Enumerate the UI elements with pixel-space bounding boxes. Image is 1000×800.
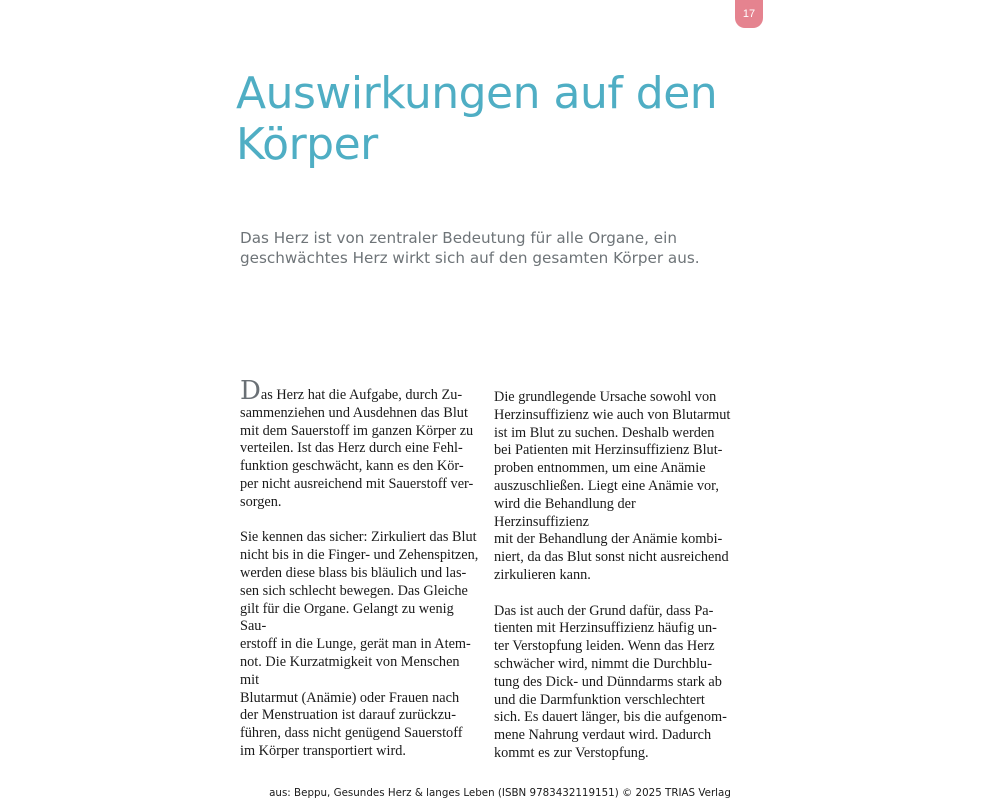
page-title: Auswirkungen auf den Körper bbox=[236, 68, 718, 170]
right-paragraph-2: Das ist auch der Grund dafür, dass Pa- tienten mit Herzinsuffizienz häufig un- ter Verstopfung leiden. Wenn das Herz schwächer wird, nimmt die Durchblu- tung des Dick- und Dünndarms stark ab und die Darmfunktion verschlechtert sich. Es dauert länger, bis die aufgenom- mene Nahrung verdaut wird. Dadurch kommt es zur Verstopfung. bbox=[494, 602, 727, 761]
right-text-column bbox=[494, 389, 734, 781]
drop-cap: D bbox=[240, 376, 261, 406]
right-paragraph-1: Die grundlegende Ursache sowohl von Herzinsuffizienz wie auch von Blutarmut ist im Blut zu suchen. Deshalb werden bei Patienten mit Herzinsuffizienz Blut- proben entnommen, um eine Anämie auszuschließen. Liegt eine Anämie vor, wird die Behandlung der Herzinsuffizienz mit der Behandlung der Anämie kombi- niert, da das Blut sonst nicht ausreichend zirkulieren kann. bbox=[494, 389, 731, 583]
source-footer: aus: Beppu, Gesundes Herz & langes Leben (ISBN 9783432119151) © 2025 TRIAS Verlag bbox=[269, 787, 731, 799]
left-text-column bbox=[240, 376, 480, 779]
intro-paragraph: Das Herz ist von zentraler Bedeutung für alle Organe, ein geschwächtes Herz wirkt sich auf den gesamten Körper aus. bbox=[240, 229, 700, 267]
left-paragraph-1-text: as Herz hat die Aufgabe, durch Zu- sammenziehen und Ausdehnen das Blut mit dem Sauerstoff im ganzen Körper zu verteilen. Ist das Herz durch eine Fehl- funktion geschwächt, kann es den Kör- per nicht ausreichend mit Sauerstoff ver- sorgen. bbox=[240, 387, 474, 510]
left-paragraph-1 bbox=[240, 376, 480, 512]
left-paragraph-2: Sie kennen das sicher: Zirkuliert das Blut nicht bis in die Finger- und Zehenspitzen, werden diese blass bis bläulich und las- sen sich schlecht bewegen. Das Gleiche gilt für die Organe. Gelangt zu wenig Sau- erstoff in die Lunge, gerät man in Atem- not. Die Kurzatmigkeit von Menschen mit Blutarmut (Anämie) oder Frauen nach der Menstruation ist darauf zurückzu- führen, dass nicht genügend Sauerstoff im Körper transportiert wird. bbox=[240, 529, 479, 759]
page-number-badge: 17 bbox=[735, 0, 763, 28]
